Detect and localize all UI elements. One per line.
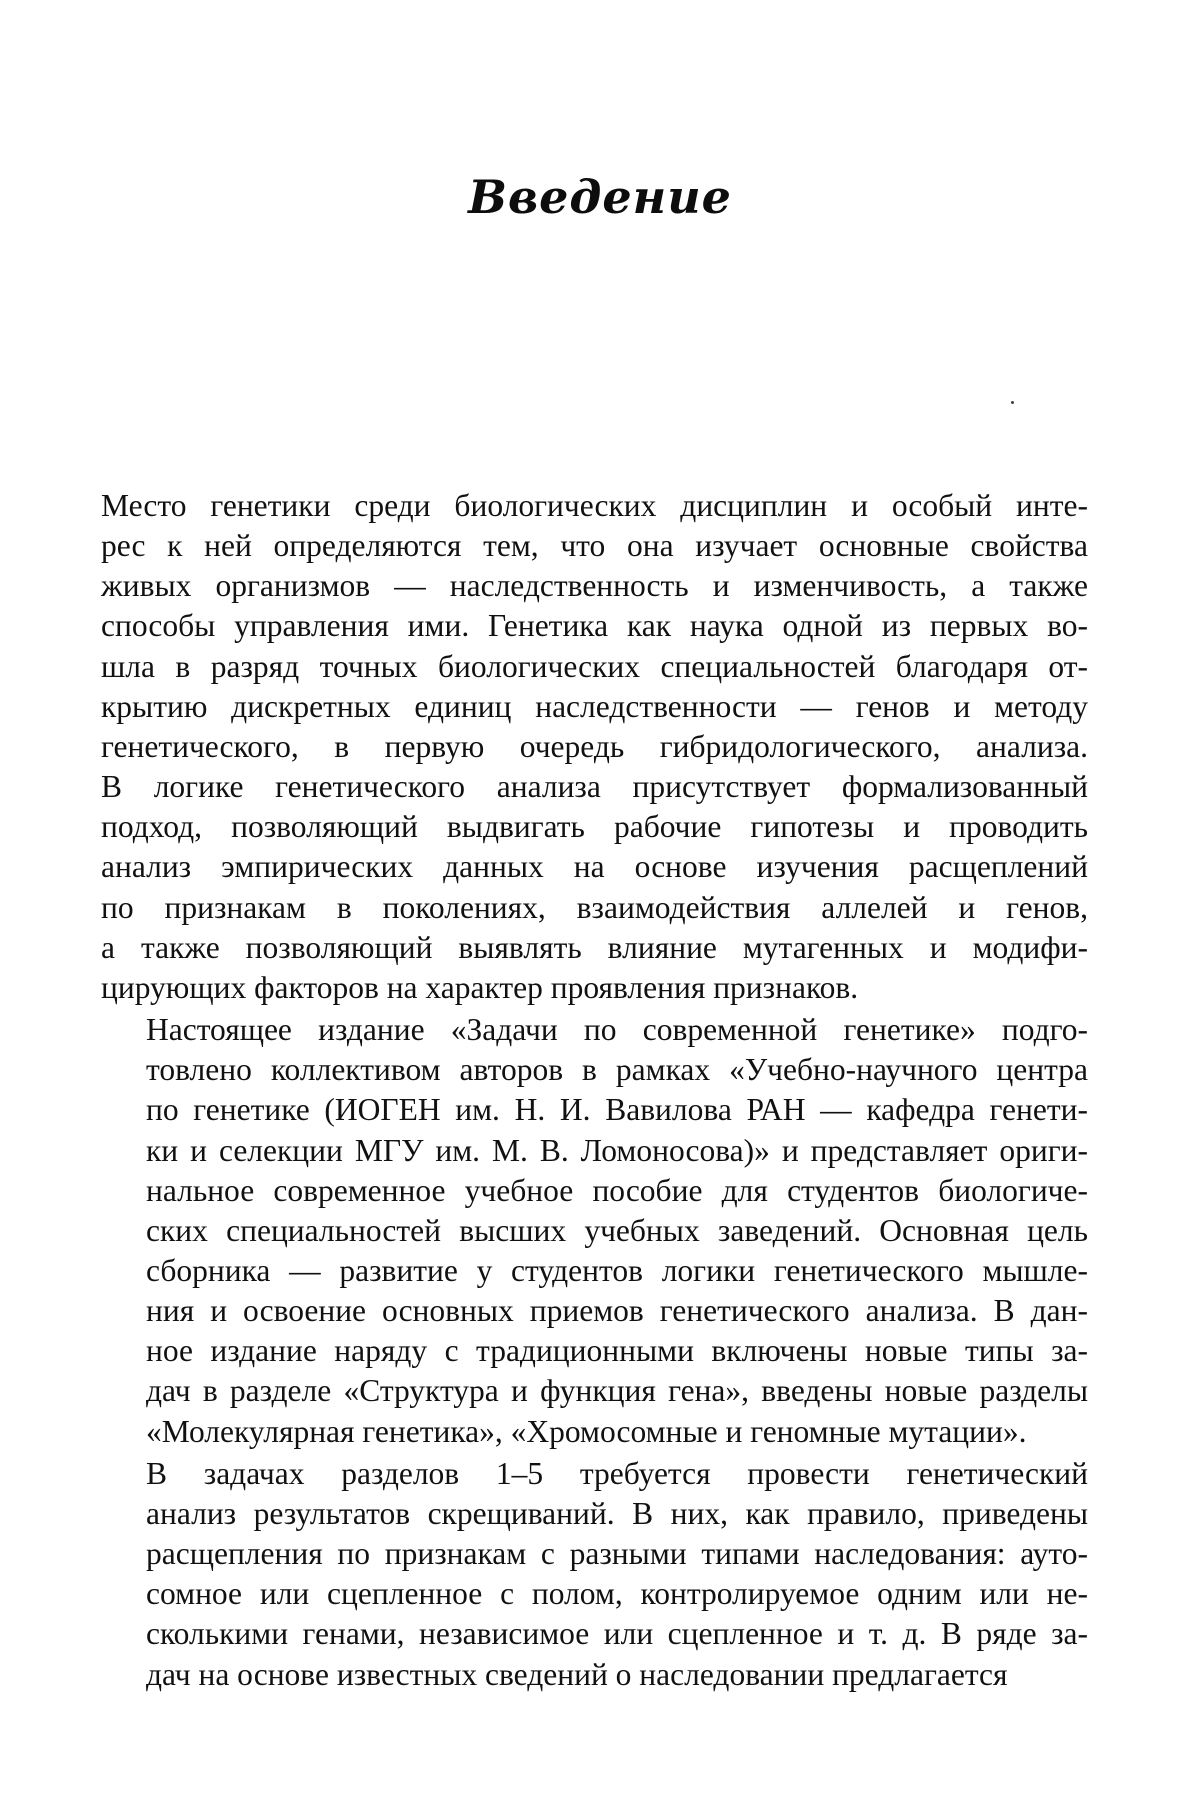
text-line: шла в разряд точных биологических специальностей благодаря от-	[101, 648, 1088, 684]
text-line: «Молекулярная генетика», «Хромосомные и геномные мутации».	[146, 1413, 1027, 1449]
text-line: анализ эмпирических данных на основе изучения расщеплений	[101, 849, 1088, 885]
paragraph-1	[101, 486, 1088, 1008]
text-line: рес к ней определяются тем, что она изучает основные свойства	[101, 528, 1088, 564]
text-line: а также позволяющий выявлять влияние мутагенных и модифи-	[101, 929, 1088, 965]
text-line: Место генетики среди биологических дисциплин и особый инте-	[101, 488, 1088, 523]
text-line: дач на основе известных сведений о наследовании предлагается	[146, 1656, 1008, 1692]
text-line: крытию дискретных единиц наследственности — генов и методу	[101, 688, 1088, 724]
text-line: товлено коллективом авторов в рамках «Учебно-научного центра	[146, 1052, 1088, 1088]
chapter-title: Введение	[468, 170, 732, 224]
print-speck	[1011, 401, 1014, 404]
text-line: дач в разделе «Структура и функция гена», введены новые разделы	[146, 1373, 1088, 1409]
text-line: сомное или сцепленное с полом, контролируемое одним или не-	[146, 1576, 1088, 1612]
text-line: живых организмов — наследственность и изменчивость, а также	[101, 568, 1088, 604]
text-line: генетического, в первую очередь гибридологического, анализа.	[101, 728, 1088, 764]
text-line: ния и освоение основных приемов генетического анализа. В дан-	[146, 1293, 1088, 1329]
text-line: подход, позволяющий выдвигать рабочие гипотезы и проводить	[101, 809, 1088, 845]
text-line: В задачах разделов 1–5 требуется провести генетический	[146, 1455, 1088, 1491]
text-line: сколькими генами, независимое или сцепленное и т. д. В ряде за-	[146, 1616, 1088, 1652]
text-line: расщепления по признакам с разными типами наследования: ауто-	[146, 1536, 1088, 1572]
paragraph-2	[101, 1010, 1088, 1452]
text-line: способы управления ими. Генетика как наука одной из первых во-	[101, 608, 1088, 644]
text-line: В логике генетического анализа присутствует формализованный	[101, 769, 1088, 805]
text-line: анализ результатов скрещиваний. В них, как правило, приведены	[146, 1495, 1088, 1531]
text-line: цирующих факторов на характер проявления признаков.	[101, 969, 859, 1005]
text-line: нальное современное учебное пособие для студентов биологиче-	[146, 1172, 1088, 1208]
body-text	[101, 486, 1088, 1695]
paragraph-3	[101, 1454, 1088, 1695]
text-line: ное издание наряду с традиционными включены новые типы за-	[146, 1333, 1088, 1369]
text-line: ки и селекции МГУ им. М. В. Ломоносова)» и представляет ориги-	[146, 1132, 1088, 1168]
text-line: по признакам в поколениях, взаимодействия аллелей и генов,	[101, 889, 1088, 925]
text-line: ских специальностей высших учебных заведений. Основная цель	[146, 1212, 1088, 1248]
text-line: Настоящее издание «Задачи по современной генетике» подго-	[146, 1012, 1088, 1048]
text-line: сборника — развитие у студентов логики генетического мышле-	[146, 1252, 1088, 1288]
text-line: по генетике (ИОГЕН им. Н. И. Вавилова РАН — кафедра генети-	[146, 1092, 1088, 1128]
